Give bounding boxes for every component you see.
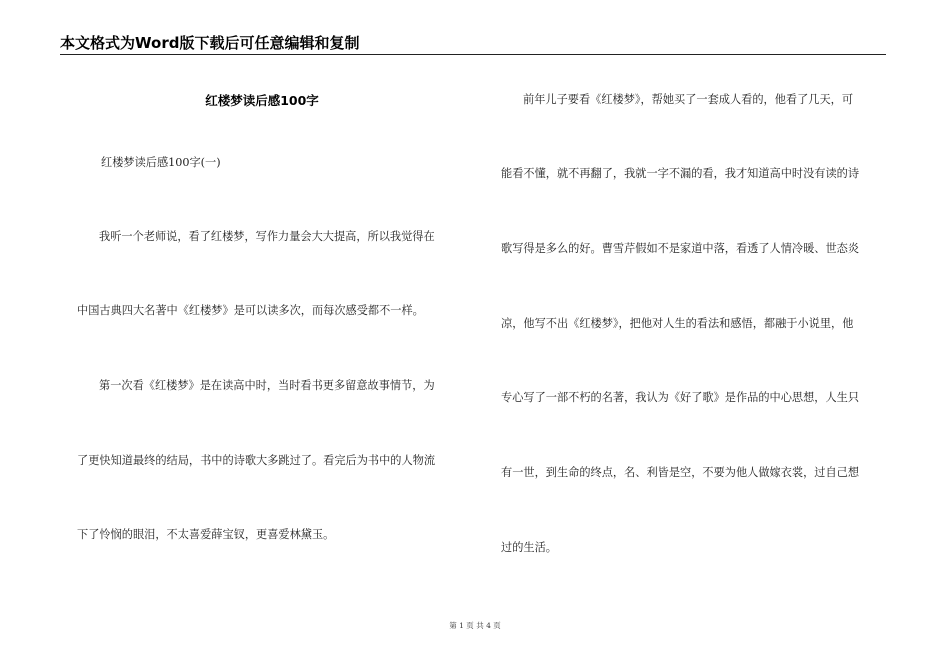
page-indicator: 第 1 页 共 4 页: [449, 621, 501, 630]
subtitle-line: 红楼梦读后感100字(一): [101, 156, 221, 169]
text-line: 歌写得是多么的好。曹雪芹假如不是家道中落，看透了人情冷暖、世态炎: [501, 242, 860, 255]
text-line: 专心写了一部不朽的名著，我认为《好了歌》是作品的中心思想，人生只: [501, 391, 860, 404]
text-line: 第一次看《红楼梦》是在读高中时，当时看书更多留意故事情节，为: [99, 379, 435, 392]
document-title: 红楼梦读后感100字: [205, 93, 319, 108]
text-line: 有一世，到生命的终点，名、利皆是空，不要为他人做嫁衣裳，过自己想: [501, 466, 860, 479]
text-line: 前年儿子要看《红楼梦》，帮她买了一套成人看的，他看了几天，可: [523, 93, 854, 106]
text-line: 中国古典四大名著中《红楼梦》是可以读多次，而每次感受都不一样。: [77, 304, 424, 317]
header-notice: 本文格式为Word版下载后可任意编辑和复制: [60, 34, 360, 52]
text-line: 能看不懂，就不再翻了，我就一字不漏的看，我才知道高中时没有读的诗: [501, 167, 860, 180]
text-line: 凉，他写不出《红楼梦》，把他对人生的看法和感悟，都融于小说里，他: [501, 317, 854, 330]
text-line: 下了怜悯的眼泪，不太喜爱薛宝钗，更喜爱林黛玉。: [77, 528, 335, 541]
text-line: 我听一个老师说，看了红楼梦，写作力量会大大提高，所以我觉得在: [99, 230, 435, 243]
document-header: [60, 34, 886, 55]
text-line: 了更快知道最终的结局，书中的诗歌大多跳过了。看完后为书中的人物流: [77, 454, 436, 467]
text-line: 过的生活。: [501, 541, 557, 554]
